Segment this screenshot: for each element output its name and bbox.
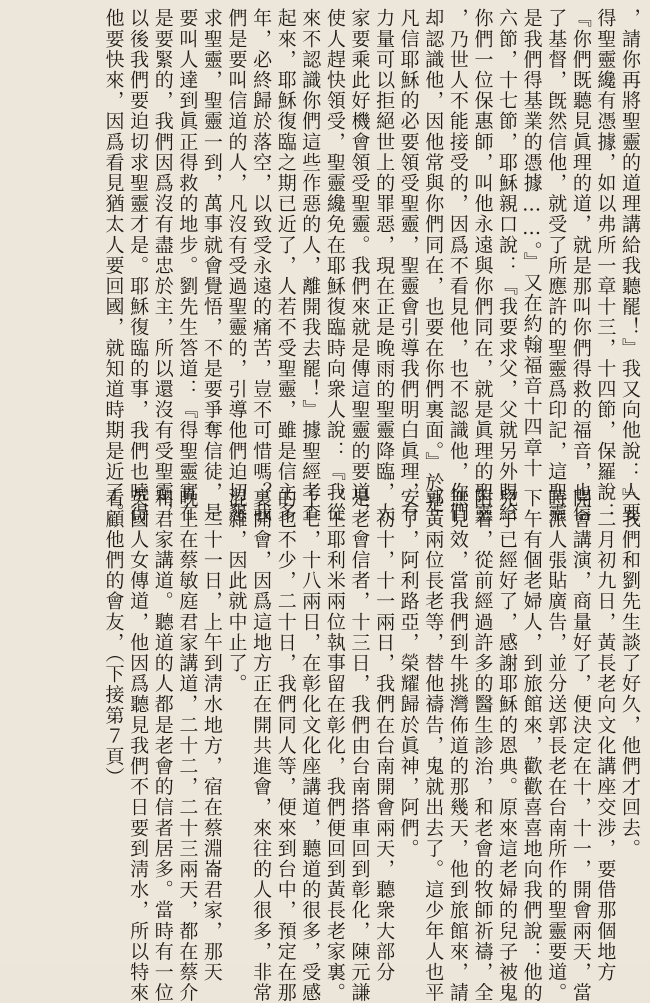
- text-column: 年，必終歸於落空，以致受永遠的痛苦，豈不可惜嗎？我: [250, 8, 273, 523]
- text-column: 以後我們要迫切求聖靈才是。耶穌復臨的事，我們也曉得: [127, 8, 150, 523]
- text-column: 使人趕快領受，聖靈纔免在耶穌復臨時向衆人說：『我從: [323, 8, 346, 523]
- text-column: 他要快來，因爲看見猶太人要回國，就知道時期是近了。: [102, 8, 125, 523]
- text-column: 了基督，旣然信他，就受了所應許的聖靈爲印記，這聖靈: [545, 8, 568, 523]
- text-column: 』我們和劉先生談了好久，他們才回去。: [619, 488, 641, 859]
- text-column: 和君家講道。聽道的人都是老會的信者居多。當時有一位: [151, 488, 174, 1003]
- text-column: 二十一日，上午到淸水地方，宿在蔡淵崙君家，那天: [200, 488, 223, 983]
- text-column: ，王耶利米兩位執事留在彰化，我們便回到黃長老家裏。: [323, 488, 346, 1003]
- text-column: 看顧他們的會友，（下接第７頁）: [102, 488, 125, 788]
- text-column: 初十，十一兩日，我們在台南開會兩天，聽衆大部分: [373, 488, 396, 983]
- text-column: ，乃世人不能接受的，因爲不看見他，也不認識他，你們: [446, 8, 469, 523]
- text-column: 晚上在蔡敏庭君家講道，二十二，二十三兩天，都在蔡介: [176, 488, 199, 1003]
- text-column: 十七，十八兩日，在彰化文化座講道，聽道的很多，受感: [299, 488, 322, 1003]
- text-column: 郭黃兩位長老等，替他禱告，鬼就出去了。這少年人也平: [422, 488, 445, 1003]
- text-column: 混雜，因此就中止了。: [225, 488, 248, 694]
- text-column: 是我們得基業的憑據……。』又在約翰福音十四章十: [520, 8, 543, 479]
- text-column: 二月初九日，黃長老向文化講座交涉，要借那個地方: [594, 488, 617, 983]
- text-column: 得聖靈纔有憑據，如以弗所一章十三，十四節，保羅說：: [594, 8, 617, 523]
- text-column: 你們一位保惠師，叫他永遠與你們同在，就是眞理的聖靈: [471, 8, 494, 523]
- text-column: 力量可以拒絕世上的罪惡，現在正是晚雨的聖靈降臨，大: [373, 8, 396, 523]
- text-column: 的也不少，二十日，我們同人等，便來到台中，預定在那: [274, 488, 297, 1003]
- lower-text-block: [101, 488, 642, 1003]
- text-column: 是要緊的，我們因爲沒有盡忠於主，所以還沒有受聖靈，: [151, 8, 174, 523]
- text-column: 英國人女傳道，他因爲聽見我們不日要到淸水，所以特來: [127, 488, 150, 1003]
- text-column: 求聖靈，聖靈一到，萬事就會覺悟，不是要爭奪信徒，是: [200, 8, 223, 523]
- text-column: 時派人張貼廣告，並分送郭長老在台南所作的聖靈要道。: [545, 488, 568, 1003]
- text-column: 下午有個老婦人，到旅館來，歡歡喜喜地向我們說：他的: [520, 488, 543, 1003]
- text-column: 安了，阿利路亞，榮耀歸於眞神，阿們。: [397, 488, 420, 859]
- text-column: 家要乘此好機會領受聖靈。我們來就是傳這聖靈的要道，: [348, 8, 371, 523]
- text-column: 來不認識你們這些作惡的人，離開我去罷！』據聖經考查: [299, 8, 322, 523]
- text-column: 起來，耶穌復臨之期已近了，人若不受聖靈，雖是信主多: [274, 8, 297, 523]
- text-column: 們是要叫信道的人，凡沒有受過聖靈的，引導他們迫切懇: [225, 8, 248, 523]
- text-column: 開會講演，商量好了，便決定在十，十一，開會兩天，當: [569, 488, 592, 1003]
- text-column: 是老會信者，十三日，我們由台南搭車回到彰化，陳元謙: [348, 488, 371, 1003]
- text-column: 無見效，當我們到牛挑灣佈道的那幾天，他到旅館來，請: [446, 488, 469, 1003]
- text-column: 『你們既聽見眞理的道，就是那叫你們得救的福音，也信: [569, 8, 592, 523]
- text-column: 附着，從前經過許多的醫生診治，和老會的牧師祈禱，全: [471, 488, 494, 1003]
- text-column: 六節，十七節，耶穌親口說：『我要求父，父就另外賜給: [496, 8, 519, 523]
- text-column: 兒子已經好了，感謝耶穌的恩典。原來這老婦的兒子被鬼: [496, 488, 519, 1003]
- upper-text-block: [101, 8, 642, 523]
- text-column: 裏開會，因爲這地方正在開共進會，來往的人很多，非常: [250, 488, 273, 1003]
- text-column: ，請你再將聖靈的道理講給我聽罷！』我又向他說：人要: [619, 8, 641, 523]
- text-column: 凡信耶穌的必要領受聖靈，聖靈會引導我們明白眞理，有: [397, 8, 420, 523]
- text-column: 却認識他，因他常與你們同在，也要在你們裏面。』於是: [422, 8, 445, 514]
- text-column: 要叫人達到眞正得救的地步。劉先生答道：『得聖靈實在: [176, 8, 199, 523]
